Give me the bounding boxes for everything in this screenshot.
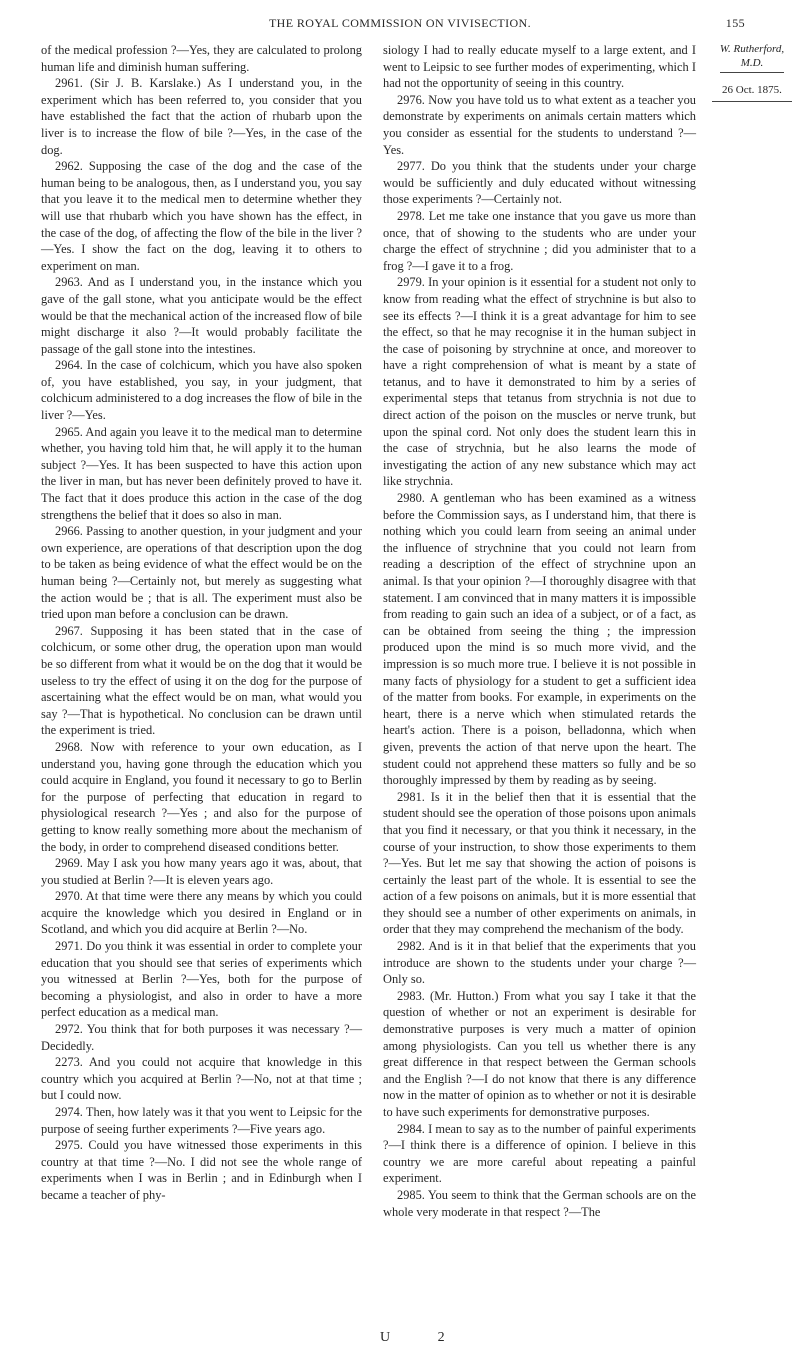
paragraph: 2984. I mean to say as to the number of painful experiments ?—I think there is a difference of opinion. I believe in this country we are more careful about repeating a painful experiment.	[383, 1121, 696, 1186]
paragraph: 2970. At that time were there any means by which you could acquire the knowledge which you desired in England or in Scotland, and which you did acquire at Berlin ?—No.	[41, 889, 362, 937]
paragraph: 2977. Do you think that the students under your charge would be sufficiently and duly educated without witnessing those experiments ?—Certainly not.	[383, 159, 696, 207]
paragraph: siology I had to really educate myself to a large extent, and I went to Leipsic to see further modes of experimenting, which I had not the opportunity of seeing in this country.	[383, 43, 696, 91]
witness-date: 26 Oct. 1875.	[722, 84, 782, 96]
paragraph: 2962. Supposing the case of the dog and the case of the human being to be analogous, then, as I understand you, you say that you leave it to the medical men to determine whether they will use that rhubarb which you have shown has the effect, in the case of the dog, of affecting the flow of the bile in the liver ?—Yes. I show the fact on the dog, leaving it to others to experiment on man.	[41, 159, 362, 273]
paragraph: 2981. Is it in the belief then that it is essential that the student should see the operation of those poisons upon animals that you find it necessary, or that you think it necessary, in the course of your instruction, to show those experiments to them ?—Yes. But let me say that showing the action of poisons is certainly the least part of the whole. It is essential to see the action of a few poisons on animals, but it is more essential that they should see a number of other experiments on animals, in order that they may comprehend the mechanism of the body.	[383, 789, 696, 937]
paragraph: 2985. You seem to think that the German schools are on the whole very moderate in that respect ?—The	[383, 1187, 696, 1219]
paragraph: 2967. Supposing it has been stated that in the case of colchicum, or some other drug, the operation upon man would be so different from what it would be on the dog that it would be useless to try the effect of using it on the dog for the purpose of ascertaining what the effect would be on man, what would you say ?—That is hypothetical. No conclusion can be drawn until the experiment is tried.	[41, 623, 362, 738]
paragraph: 2976. Now you have told us to what extent as a teacher you demonstrate by experiments on animals certain matters which you consider as essential for the students to understand ?—Yes.	[383, 92, 696, 157]
witness-name: W. Rutherford,	[719, 43, 785, 55]
witness-degree: M.D.	[740, 57, 764, 69]
paragraph: 2972. You think that for both purposes it was necessary ?—Decidedly.	[41, 1022, 362, 1053]
paragraph: 2974. Then, how lately was it that you went to Leipsic for the purpose of seeing further experiments ?—Five years ago.	[41, 1105, 362, 1136]
signature-mark: U 2	[380, 1330, 467, 1345]
right-column	[383, 42, 696, 1220]
paragraph: 2983. (Mr. Hutton.) From what you say I take it that the question of whether or not an experiment is desirable for demonstrative purposes is very much a matter of opinion among physiologists. Can you tell us whether there is any great difference in that respect between the German schools and the English ?—I do not know that there is any difference now in the matter of opinion as to whether or not it is desirable to have such experiments for demonstrative purposes.	[383, 988, 696, 1119]
paragraph: 2980. A gentleman who has been examined as a witness before the Commission says, as I understand him, that there is nothing which you could learn from seeing an animal under the influence of strychnine that you could not learn from reading a description of the effect of strychnine upon an animal. Is that your opinion ?—I thoroughly disagree with that statement. I am convinced that in many matters it is impossible from reading to gain such an idea of a subject, or of a fact, as can be obtained from seeing the thing ; the impression produced upon the mind is so much more vivid, and the impression is so much more true. I believe it is not possible in many facts of physiology for a student to get a sufficient idea of the matter from books. For example, in experiments on the heart, there is a nerve which when stimulated retards the heart's action. There is a poison, belladonna, which when given, prevents the action of that nerve upon the heart. The student could not apprehend these matters so fully and be so thoroughly impressed by them by reading as by seeing.	[383, 491, 696, 788]
paragraph: 2966. Passing to another question, in your judgment and your own experience, are operations of that description upon the dog to be taken as being evidence of what the effect would be on the human being ?—Certainly not, but merely as suggesting what the action would be ; that is all. The experiment must also be tried upon man before a conclusion can be drawn.	[41, 524, 362, 622]
margin-note	[704, 42, 800, 102]
paragraph: 2982. And is it in that belief that the experiments that you introduce are shown to the students under your charge ?—Only so.	[383, 939, 696, 987]
page-number: 155	[725, 16, 745, 30]
paragraph: 2963. And as I understand you, in the instance which you gave of the gall stone, what you anticipate would be the effect would be that the mechanical action of the increased flow of bile might discharge it also ?—It would probably facilitate the passage of the gall stone into the intestines.	[41, 275, 363, 356]
paragraph: 2978. Let me take one instance that you gave us more than once, that of showing to the students who are under your charge the effect of strychnine ; did you administer that to a frog ?—I gave it to a frog.	[383, 208, 696, 273]
paragraph: 2965. And again you leave it to the medical man to determine whether, you having told him that, he will apply it to the human subject ?—Yes. It has been suspected to have this action upon the liver in man, but has never been definitely proved to have it. The fact that it does produce this action in the case of the dog strengthens the belief that it does so also in man.	[41, 424, 362, 522]
paragraph: 2968. Now with reference to your own education, as I understand you, having gone through the education which you could acquire in England, you found it necessary to go to Berlin for the purpose of perfecting that education in regard to physiological research ?—Yes ; and also for the purpose of getting to know really something more about the mechanism of the body, in order to comprehend diseased conditions better.	[41, 739, 362, 854]
rule-divider	[712, 101, 792, 102]
paragraph: 2961. (Sir J. B. Karslake.) As I understand you, in the experiment which has been referred to, you consider that you have established the fact that the action of rhubarb upon the liver is to increase the flow of bile ?—Yes, in the case of the dog.	[41, 76, 362, 157]
paragraph: 2964. In the case of colchicum, which you have also spoken of, you have established, you say, in your judgment, that colchicum administered to a dog increases the flow of bile in the liver ?—Yes.	[41, 358, 362, 423]
rule-divider	[720, 72, 784, 73]
paragraph: 2971. Do you think it was essential in order to complete your education that you should see that series of experiments which you witnessed at Berlin ?—Yes, both for the purpose of becoming a physiologist, and also in order to have a more perfect education as a medical man.	[41, 939, 362, 1020]
paragraph: 2969. May I ask you how many years ago it was, about, that you studied at Berlin ?—It is eleven years ago.	[41, 856, 362, 887]
running-header	[0, 16, 800, 34]
paragraph: 2975. Could you have witnessed those experiments in this country at that time ?—No. I did not see the whole range of experiments when I was in Berlin ; and in Edinburgh when I became a teacher of phy-	[41, 1138, 362, 1202]
paragraph: of the medical profession ?—Yes, they are calculated to prolong human life and diminish human suffering.	[41, 43, 362, 74]
left-column	[41, 42, 362, 1204]
page-title: THE ROYAL COMMISSION ON VIVISECTION.	[268, 16, 532, 30]
paragraph: 2979. In your opinion is it essential for a student not only to know from reading what the effect of strychnine is but also to see its effects ?—I think it is a great advantage for him to see the effect, so that he may recognise it in the human subject in the case of poisoning by strychnine at once, and moreover to have a right comprehension of what is meant by a state of tetanus, and to have it demonstrated to him by a series of experimental steps that tetanus from strychnia is not due to direct action of the poison on the muscles or nerve trunk, but upon the spinal cord. Not only does the student learn this in the case of strychnia, but he also learns the mode of investigating the action of any new substance which may act like strychnia.	[383, 275, 696, 489]
paragraph: 2273. And you could not acquire that knowledge in this country which you acquired at Berlin ?—No, not at that time ; but I could now.	[41, 1055, 362, 1103]
